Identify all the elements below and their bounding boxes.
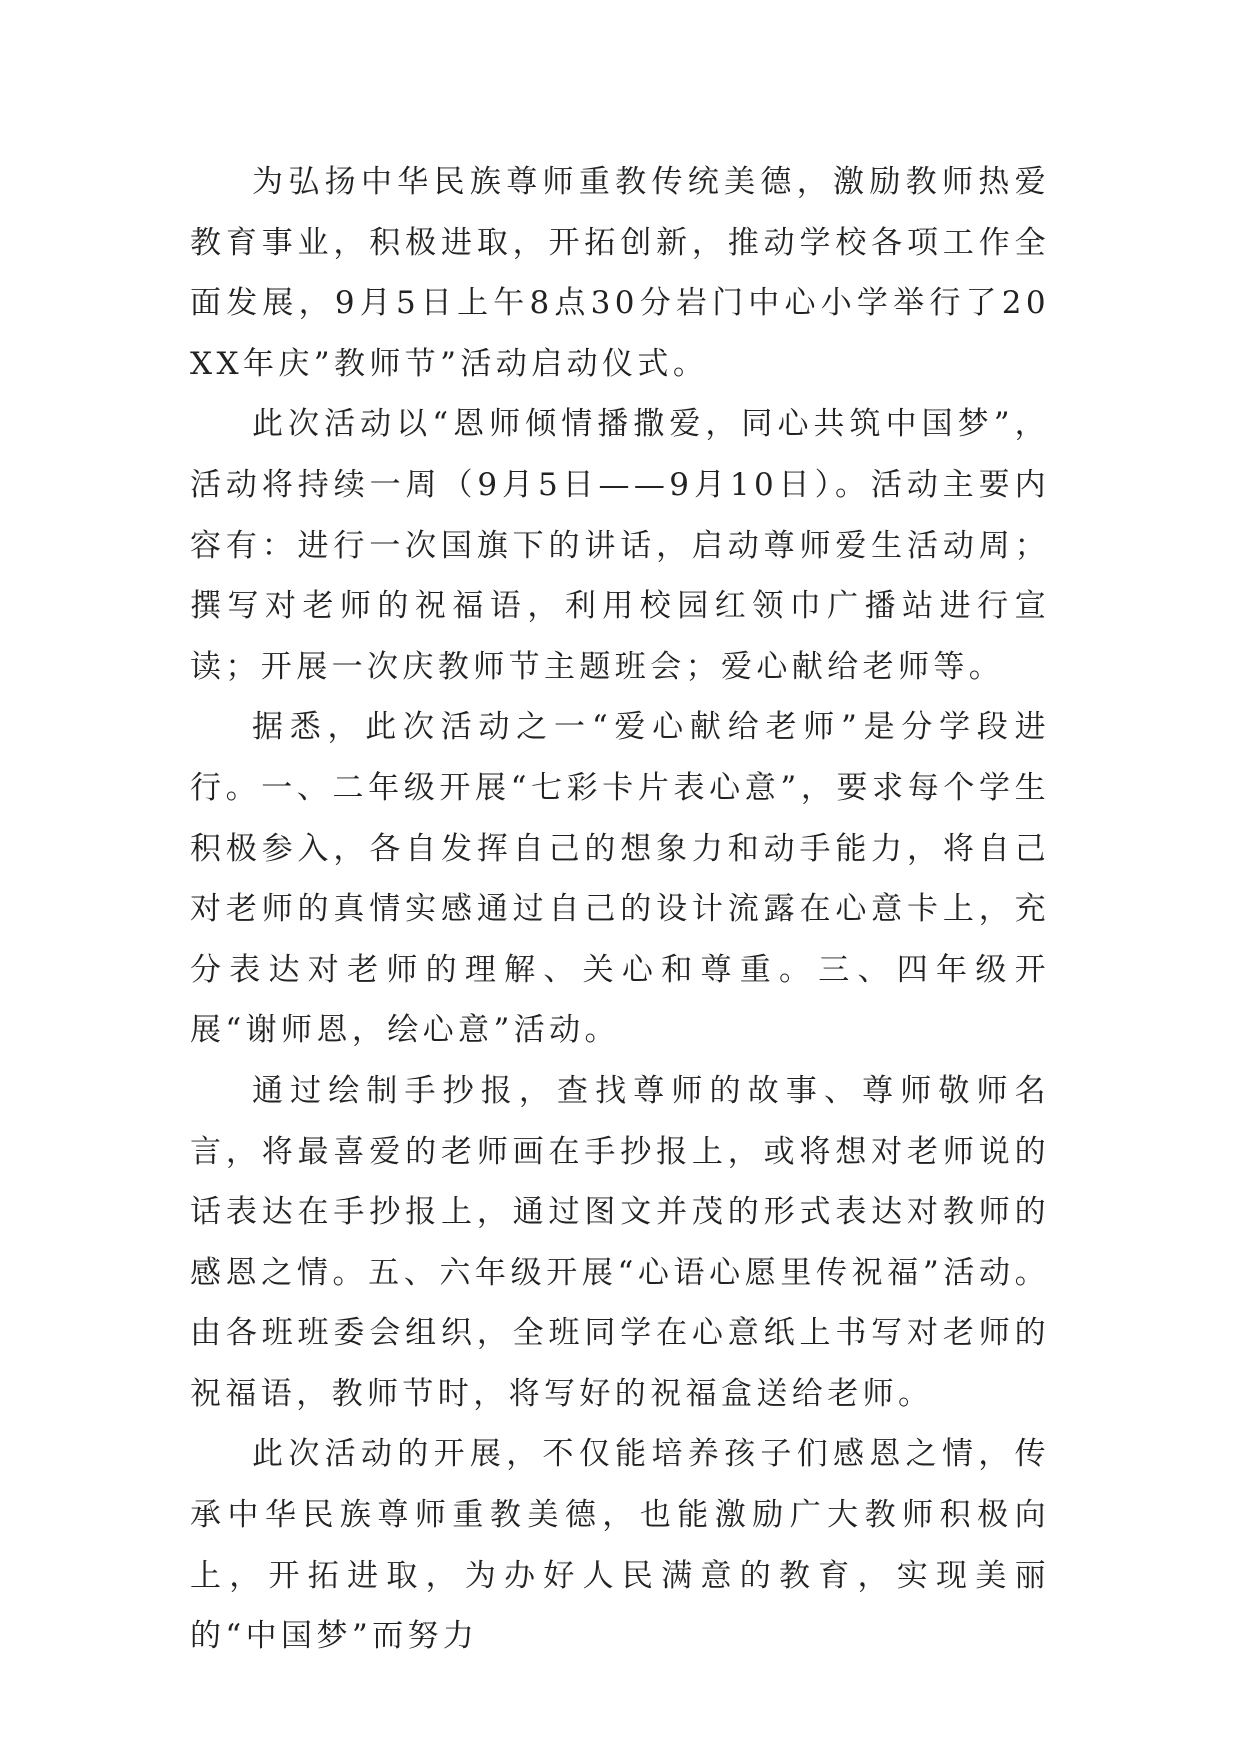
paragraph-2: 此次活动以“恩师倾情播撒爱，同心共筑中国梦”，活动将持续一周（9月5日——9月10日）。活动主要内容有：进行一次国旗下的讲话，启动尊师爱生活动周；撰写对老师的祝福语，利用校园红领巾广播站进行宣读；开展一次庆教师节主题班会；爱心献给老师等。 — [190, 406, 1050, 685]
document-body — [190, 152, 1050, 1667]
paragraph-1: 为弘扬中华民族尊师重教传统美德，激励教师热爱教育事业，积极进取，开拓创新，推动学校各项工作全面发展，9月5日上午8点30分岩门中心小学举行了20XX年庆”教师节”活动启动仪式。 — [190, 164, 1050, 382]
paragraph-3: 据悉，此次活动之一“爱心献给老师”是分学段进行。一、二年级开展“七彩卡片表心意”，要求每个学生积极参入，各自发挥自己的想象力和动手能力，将自己对老师的真情实感通过自己的设计流露在心意卡上，充分表达对老师的理解、关心和尊重。三、四年级开展“谢师恩，绘心意”活动。 — [190, 709, 1050, 1049]
paragraph-5: 此次活动的开展，不仅能培养孩子们感恩之情，传承中华民族尊师重教美德，也能激励广大教师积极向上，开拓进取，为办好人民满意的教育，实现美丽的“中国梦”而努力 — [190, 1436, 1050, 1655]
paragraph-4: 通过绘制手抄报，查找尊师的故事、尊师敬师名言，将最喜爱的老师画在手抄报上，或将想对老师说的话表达在手抄报上，通过图文并茂的形式表达对教师的感恩之情。五、六年级开展“心语心愿里传祝福”活动。由各班班委会组织，全班同学在心意纸上书写对老师的祝福语，教师节时，将写好的祝福盒送给老师。 — [190, 1072, 1050, 1412]
